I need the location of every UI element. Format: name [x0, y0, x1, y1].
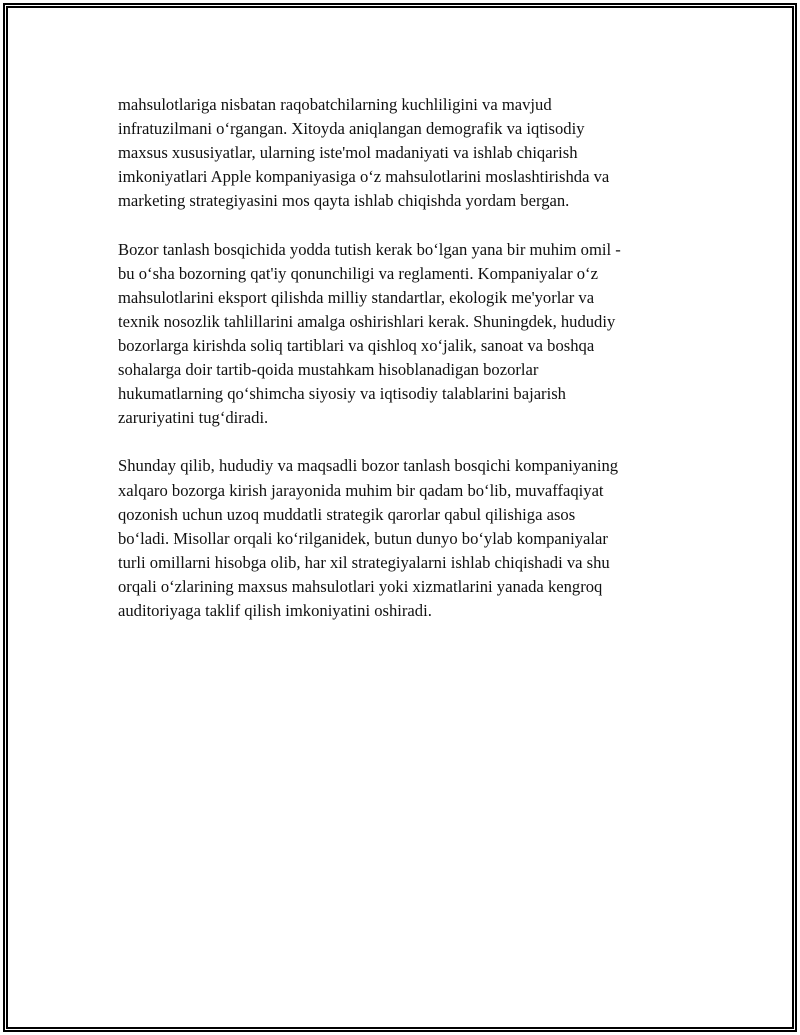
- paragraph-1: mahsulotlariga nisbatan raqobatchilarning kuchliligini va mavjud infratuzilmani o‘rgangan. Xitoyda aniqlangan demografik va iqtisodiy maxsus xususiyatlar, ularning iste'mol madaniyati va ishlab chiqarish imkoniyatlari Apple kompaniyasiga o‘z mahsulotlarini moslashtirishda va marketing strategiyasini mos qayta ishlab chiqishda yordam bergan.: [118, 95, 610, 211]
- paragraph-3: Shunday qilib, hududiy va maqsadli bozor tanlash bosqichi kompaniyaning xalqaro bozorga kirish jarayonida muhim bir qadam bo‘lib, muvaffaqiyat qozonish uchun uzoq muddatli strategik qarorlar qabul qilishiga asos bo‘ladi. Misollar orqali ko‘rilganidek, butun dunyo bo‘ylab kompaniyalar turli omillarni hisobga olib, har xil strategiyalarni ishlab chiqishadi va shu orqali o‘zlarining maxsus mahsulotlari yoki xizmatlarini yanada kengroq auditoriyaga taklif qilish imkoniyatini oshiradi.: [118, 456, 619, 620]
- document-body: [118, 93, 688, 647]
- paragraph-2: Bozor tanlash bosqichida yodda tutish kerak bo‘lgan yana bir muhim omil - bu o‘sha bozorning qat'iy qonunchiligi va reglamenti. Kompaniyalar o‘z mahsulotlarini eksport qilishda milliy standartlar, ekologik me'yorlar va texnik nosozlik tahlillarini amalga oshirishlari kerak. Shuningdek, hududiy bozorlarga kirishda soliq tartiblari va qishloq xo‘jalik, sanoat va boshqa sohalarga doir tartib-qoida mustahkam hisoblanadigan bozorlar hukumatlarning qo‘shimcha siyosiy va iqtisodiy talablarini bajarish zaruriyatini tug‘diradi.: [118, 239, 621, 428]
